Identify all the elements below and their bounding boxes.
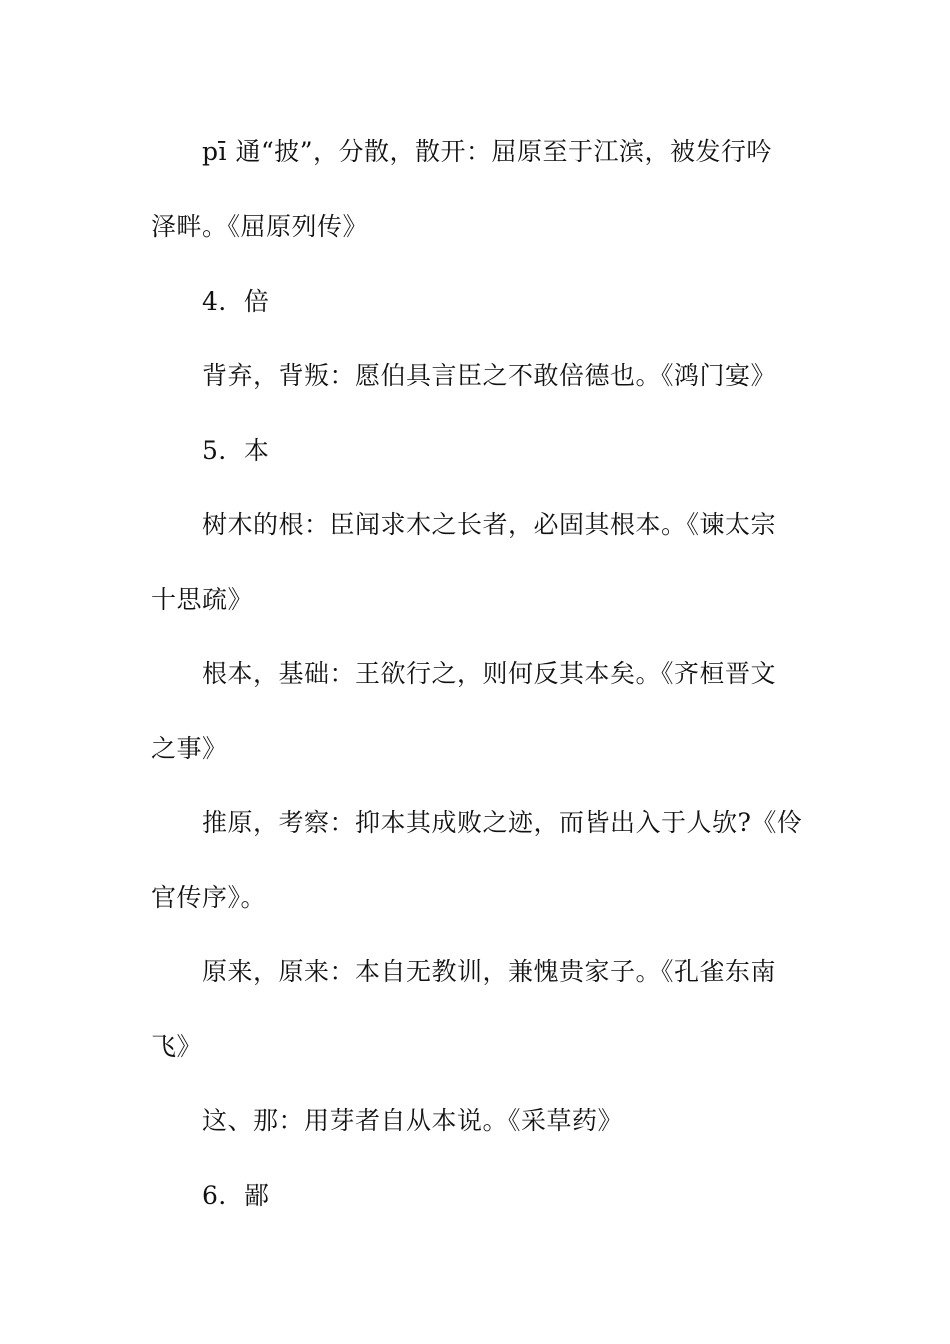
text-line: 背弃，背叛：愿伯具言臣之不敢倍德也。《鸿门宴》 (202, 361, 777, 390)
text-line: 官传序》。 (151, 883, 267, 912)
text-line: pī 通“披”，分散，散开：屈原至于江滨，被发行吟 (202, 137, 773, 166)
text-line: 推原，考察：抑本其成败之迹，而皆出入于人欤?《伶 (202, 808, 803, 837)
text-line: 根本，基础：王欲行之，则何反其本矣。《齐桓晋文 (202, 659, 777, 688)
text-line: 原来，原来：本自无教训，兼愧贵家子。《孔雀东南 (202, 957, 777, 986)
text-line: 泽畔。《屈原列传》 (151, 212, 369, 241)
section-heading: 6．鄙 (202, 1181, 270, 1210)
section-heading: 4．倍 (202, 287, 270, 316)
text-line: 这、那：用芽者自从本说。《采草药》 (202, 1106, 624, 1135)
text-line: 之事》 (151, 734, 228, 763)
text-line: 十思疏》 (151, 585, 254, 614)
section-heading: 5．本 (202, 436, 270, 465)
text-line: 飞》 (151, 1032, 203, 1061)
text-line: 树木的根：臣闻求木之长者，必固其根本。《谏太宗 (202, 510, 777, 539)
